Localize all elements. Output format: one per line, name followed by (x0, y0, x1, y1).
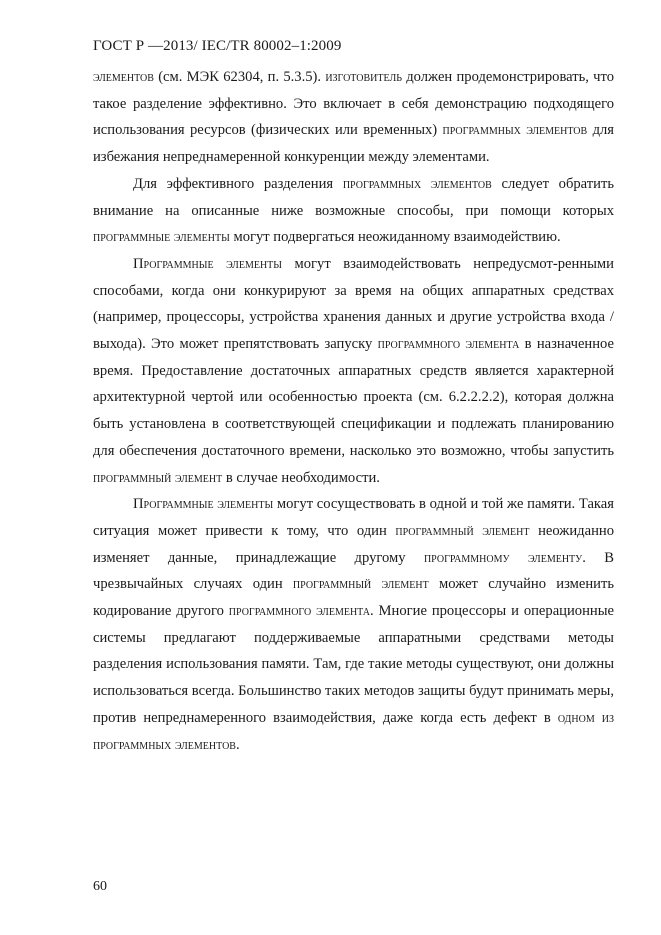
term-smallcaps: программные элементы (93, 229, 230, 246)
term-smallcaps: программный элемент (93, 469, 223, 486)
text-run: в случае необходимости. (222, 469, 380, 486)
text-run: для избежания непреднамеренной конкуренции между элементами. (93, 122, 614, 166)
paragraph-2 (93, 171, 614, 251)
text-run: должен продемонстрировать, что такое разделение эффективно. Это включает в себя демонстрацию подходящего использования ресурсов (физических или временных) (93, 69, 614, 139)
text-run: могут подвергаться неожиданному взаимодействию. (229, 229, 561, 246)
term-smallcaps: программного элемента (228, 603, 371, 620)
document-header: ГОСТ Р —2013/ IEC/TR 80002–1:2009 (93, 38, 342, 54)
page-number: 60 (93, 879, 107, 894)
text-run: . В чрезвычайных случаях один (93, 549, 615, 593)
text-run: (см. МЭК 62304, п. 5.3.5). (153, 69, 326, 85)
text-run: могут взаимодействовать непредусмот-ренными способами, когда они конкурируют за время на общих аппаратных средствах (например, процессоры, устройства хранения данных и другие устройства входа / выхода). Это может препятствовать запуску (93, 255, 614, 353)
term-smallcaps: одном из программных элементов (93, 709, 615, 753)
term-smallcaps: программного элемента (377, 336, 520, 353)
term-smallcaps: программный элемент (395, 522, 530, 539)
text-run: . (235, 736, 240, 753)
text-run: неожиданно изменяет данные, принадлежащие другому (93, 522, 614, 566)
term-smallcaps: программных элементов (342, 175, 492, 192)
term-smallcaps: программных элементов (442, 122, 588, 139)
paragraph-1 (93, 64, 614, 171)
text-run: могут сосуществовать в одной и той же памяти. Такая ситуация может привести к тому, что один (93, 496, 614, 539)
term-smallcaps: изготовитель (325, 69, 402, 85)
paragraph-4 (93, 491, 614, 758)
paragraph-3 (93, 251, 614, 491)
term-smallcaps: программному элементу (423, 549, 583, 566)
text-run: в назначенное время. Предоставление достаточных аппаратных средств является характерной архитектурной чертой или особенностью проекта (см. 6.2.2.2.2), которая должна быть установлена в соответствующей спецификации и подлежать планированию для обеспечения достаточного времени, насколько это возможно, чтобы запустить (93, 336, 614, 459)
term-smallcaps: Программные элементы (133, 496, 274, 513)
text-run: . Многие процессоры и операционные системы предлагают поддерживаемые аппаратными средствами методы разделения использования памяти. Там, где такие методы существуют, они должны использоваться всегда. Большинство таких методов защиты будут принимать меры, против непреднамеренного взаимодействия, даже когда есть дефект в (93, 603, 615, 726)
term-smallcaps: Программные элементы (133, 255, 282, 272)
text-run: может случайно изменить кодирование другого (93, 576, 615, 620)
term-smallcaps: элементов (93, 69, 154, 85)
term-smallcaps: программный элемент (292, 576, 429, 593)
text-run: следует обратить внимание на описанные ниже возможные способы, при помощи которых (93, 175, 614, 219)
body-text (93, 64, 614, 758)
text-run: Для эффективного разделения (133, 175, 343, 192)
